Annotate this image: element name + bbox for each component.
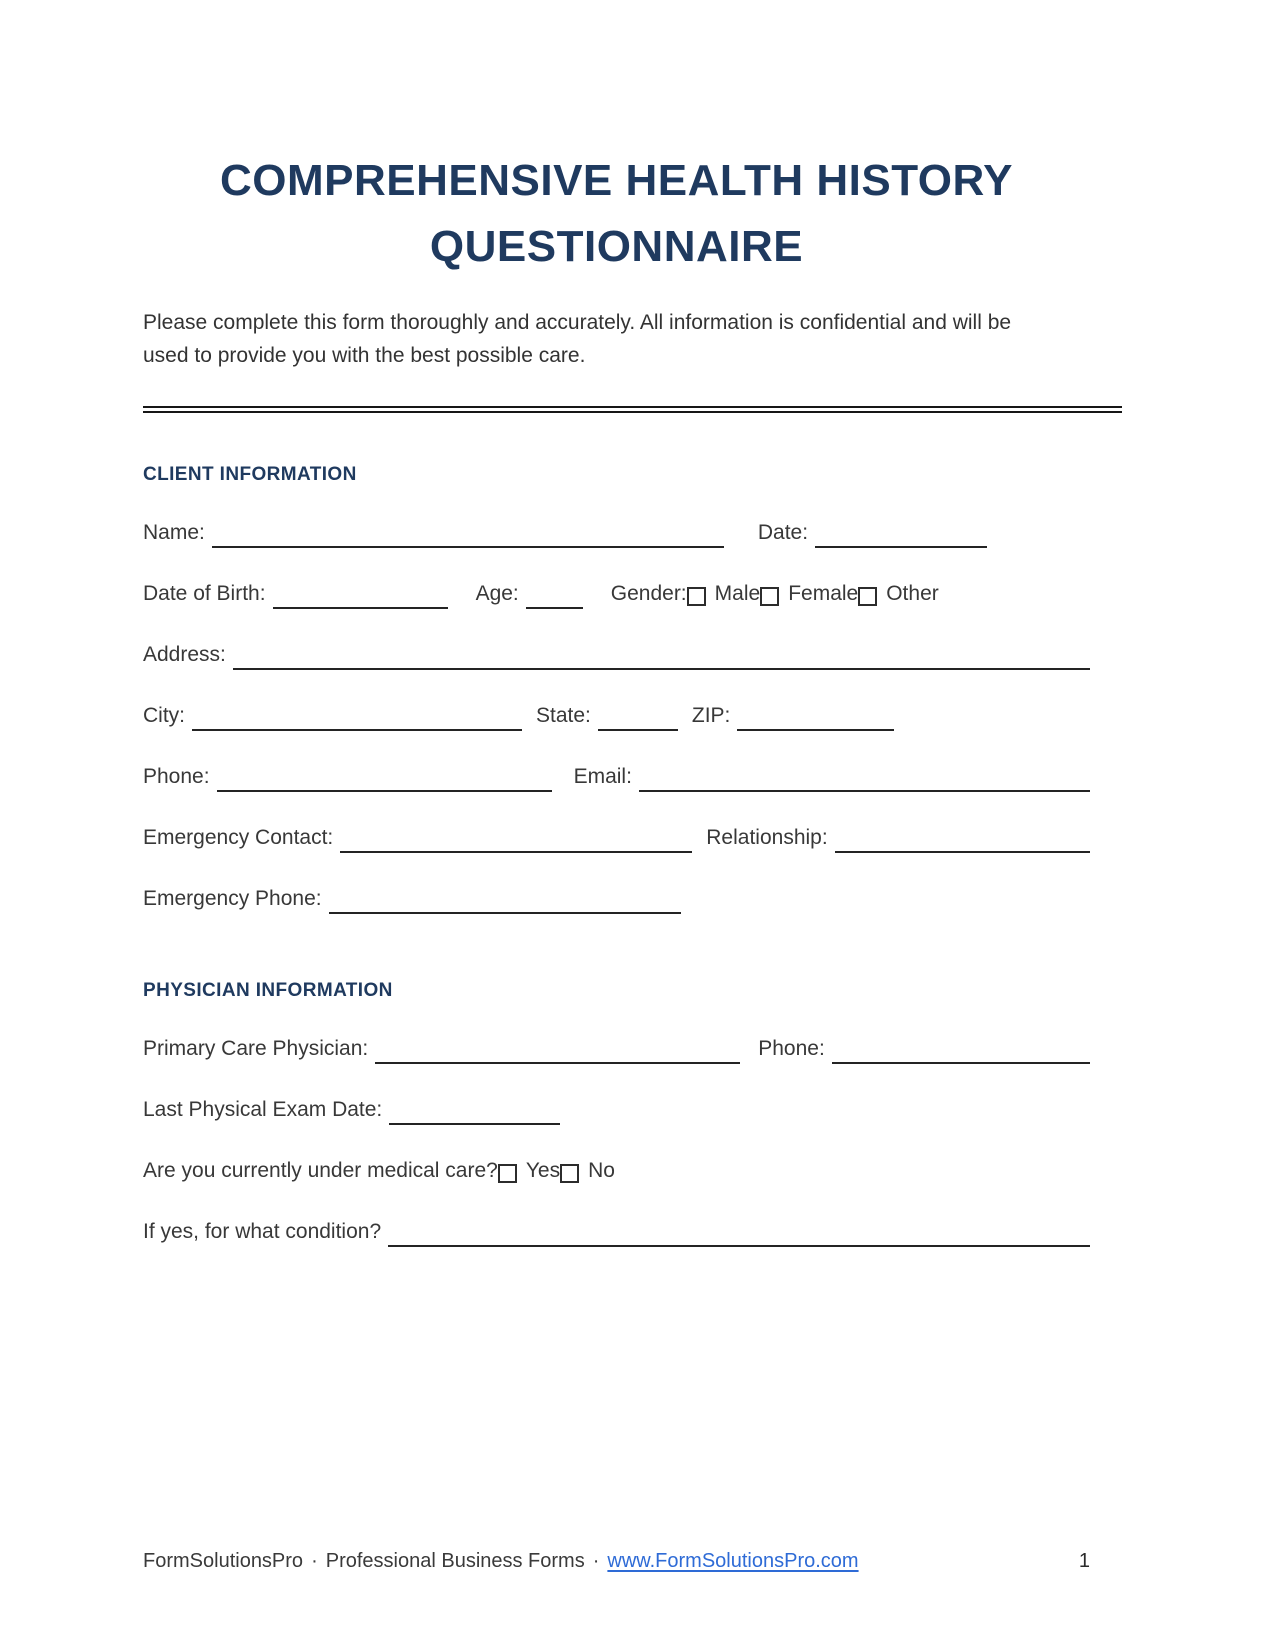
- state-blank-line: [598, 725, 678, 731]
- footer-separator: ·: [592, 1550, 600, 1572]
- emergency-contact-blank-line: [340, 847, 692, 853]
- phone-label: Phone:: [143, 765, 210, 788]
- row-condition: [143, 1216, 1090, 1247]
- last-exam-label: Last Physical Exam Date:: [143, 1098, 383, 1121]
- page-number: 1: [1078, 1550, 1090, 1572]
- male-checkbox-icon: [687, 587, 706, 606]
- last-exam-blank-line: [389, 1119, 560, 1125]
- condition-blank-line: [388, 1241, 1090, 1247]
- age-label: Age:: [475, 582, 519, 605]
- male-option-label: Male: [714, 582, 761, 605]
- section-heading-client-information: CLIENT INFORMATION: [143, 464, 357, 485]
- name-blank-line: [212, 542, 724, 548]
- section-heading-physician-information: PHYSICIAN INFORMATION: [143, 980, 393, 1001]
- row-pcp-phone: [143, 1033, 1090, 1064]
- row-under-medical-care: [143, 1155, 1090, 1186]
- intro-text: Please complete this form thoroughly and accurately. All information is confidential and will be used to provide you with the best possible care.: [143, 311, 1012, 367]
- under-care-question: Are you currently under medical care?: [143, 1159, 498, 1182]
- row-emergency-phone: [143, 883, 1090, 914]
- footer-tagline: Professional Business Forms: [325, 1550, 585, 1572]
- page-footer: [143, 1548, 1090, 1574]
- relationship-blank-line: [835, 847, 1090, 853]
- other-checkbox-icon: [858, 587, 877, 606]
- emergency-phone-blank-line: [329, 908, 681, 914]
- date-blank-line: [815, 542, 987, 548]
- phone-blank-line: [217, 786, 552, 792]
- row-dob-age-gender: [143, 578, 1090, 609]
- pcp-label: Primary Care Physician:: [143, 1037, 369, 1060]
- double-rule-divider: [143, 406, 1122, 413]
- pcp-blank-line: [375, 1058, 740, 1064]
- relationship-label: Relationship:: [706, 826, 828, 849]
- female-option-label: Female: [788, 582, 859, 605]
- state-label: State:: [536, 704, 591, 727]
- email-blank-line: [639, 786, 1090, 792]
- no-checkbox-icon: [560, 1164, 579, 1183]
- address-blank-line: [233, 664, 1090, 670]
- city-label: City:: [143, 704, 185, 727]
- footer-website-link[interactable]: www.FormSolutionsPro.com: [607, 1550, 859, 1572]
- row-name-date: [143, 517, 1090, 548]
- zip-label: ZIP:: [691, 704, 731, 727]
- physician-phone-label: Phone:: [758, 1037, 825, 1060]
- dob-blank-line: [273, 603, 448, 609]
- footer-separator: ·: [311, 1550, 318, 1572]
- yes-option-label: Yes: [525, 1159, 561, 1182]
- emergency-contact-label: Emergency Contact:: [143, 826, 334, 849]
- female-checkbox-icon: [760, 587, 779, 606]
- dob-label: Date of Birth:: [143, 582, 266, 605]
- zip-blank-line: [737, 725, 894, 731]
- yes-checkbox-icon: [498, 1164, 517, 1183]
- row-last-exam: [143, 1094, 1090, 1125]
- date-label: Date:: [757, 521, 809, 544]
- condition-question: If yes, for what condition?: [143, 1220, 382, 1243]
- no-option-label: No: [588, 1159, 615, 1182]
- row-phone-email: [143, 761, 1090, 792]
- row-emergency-contact: [143, 822, 1090, 853]
- age-blank-line: [526, 603, 583, 609]
- gender-label: Gender:: [610, 582, 687, 605]
- address-label: Address:: [143, 643, 226, 666]
- footer-text: [143, 1548, 1079, 1574]
- name-label: Name:: [143, 521, 205, 544]
- other-option-label: Other: [886, 582, 939, 605]
- page-title: COMPREHENSIVE HEALTH HISTORY QUESTIONNAIRE: [219, 156, 1014, 271]
- footer-brand: FormSolutionsPro: [143, 1550, 304, 1572]
- row-city-state-zip: [143, 700, 1090, 731]
- city-blank-line: [192, 725, 522, 731]
- email-label: Email:: [573, 765, 632, 788]
- physician-phone-blank-line: [832, 1058, 1090, 1064]
- emergency-phone-label: Emergency Phone:: [143, 887, 322, 910]
- row-address: [143, 639, 1090, 670]
